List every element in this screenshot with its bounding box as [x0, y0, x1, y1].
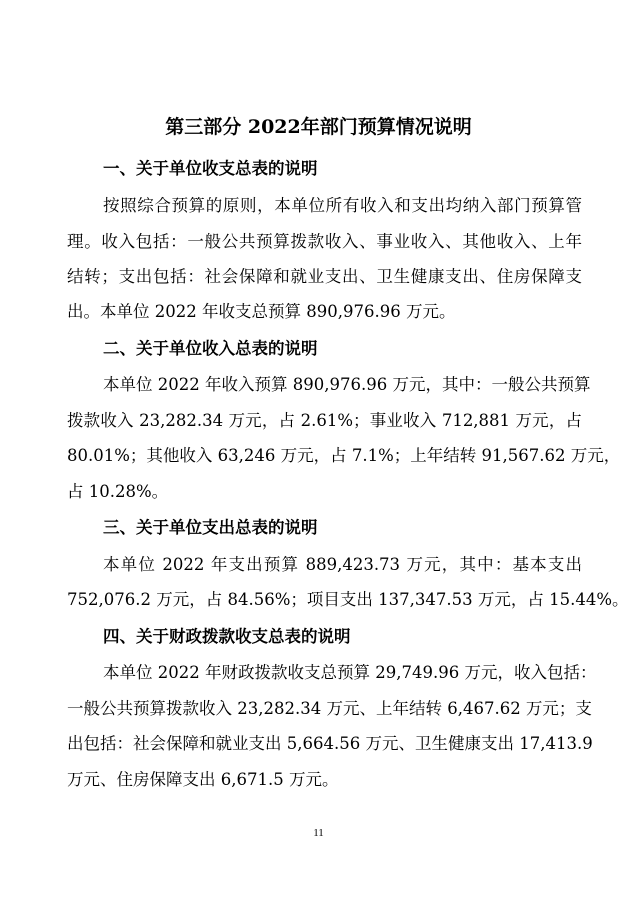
paragraph-line: 出。本单位 2022 年收支总预算 890,976.96 万元。	[67, 302, 456, 321]
paragraph-line: 752,076.2 万元，占 84.56%；项目支出 137,347.53 万元，占 15.44%。	[67, 590, 629, 609]
section-heading-3: 三、关于单位支出总表的说明	[103, 518, 318, 537]
paragraph-line: 80.01%；其他收入 63,246 万元，占 7.1%；上年结转 91,567.62 万元，	[67, 446, 621, 465]
paragraph-line: 理。收入包括：一般公共预算拨款收入、事业收入、其他收入、上年	[67, 232, 582, 251]
paragraph-line: 本单位 2022 年财政拨款收支总预算 29,749.96 万元，收入包括：	[103, 663, 597, 682]
paragraph-line: 出包括：社会保障和就业支出 5,664.56 万元、卫生健康支出 17,413.9	[67, 734, 593, 753]
section-heading-4: 四、关于财政拨款收支总表的说明	[103, 627, 351, 646]
paragraph-line: 拨款收入 23,282.34 万元，占 2.61%；事业收入 712,881 万元，占	[67, 411, 582, 430]
paragraph-line: 一般公共预算拨款收入 23,282.34 万元、上年结转 6,467.62 万元；支	[67, 699, 592, 718]
paragraph-line: 占 10.28%。	[67, 482, 169, 501]
paragraph-line: 按照综合预算的原则，本单位所有收入和支出均纳入部门预算管	[103, 196, 582, 215]
page-title: 第三部分 2022年部门预算情况说明	[165, 116, 472, 138]
paragraph-line: 本单位 2022 年收入预算 890,976.96 万元，其中：一般公共预算	[103, 375, 591, 394]
paragraph-line: 本单位 2022 年支出预算 889,423.73 万元，其中：基本支出	[103, 555, 582, 574]
section-heading-2: 二、关于单位收入总表的说明	[103, 339, 318, 358]
paragraph-line: 结转；支出包括：社会保障和就业支出、卫生健康支出、住房保障支	[67, 267, 582, 286]
paragraph-line: 万元、住房保障支出 6,671.5 万元。	[67, 770, 339, 789]
section-heading-1: 一、关于单位收支总表的说明	[103, 159, 318, 178]
page-number: 11	[313, 827, 324, 839]
